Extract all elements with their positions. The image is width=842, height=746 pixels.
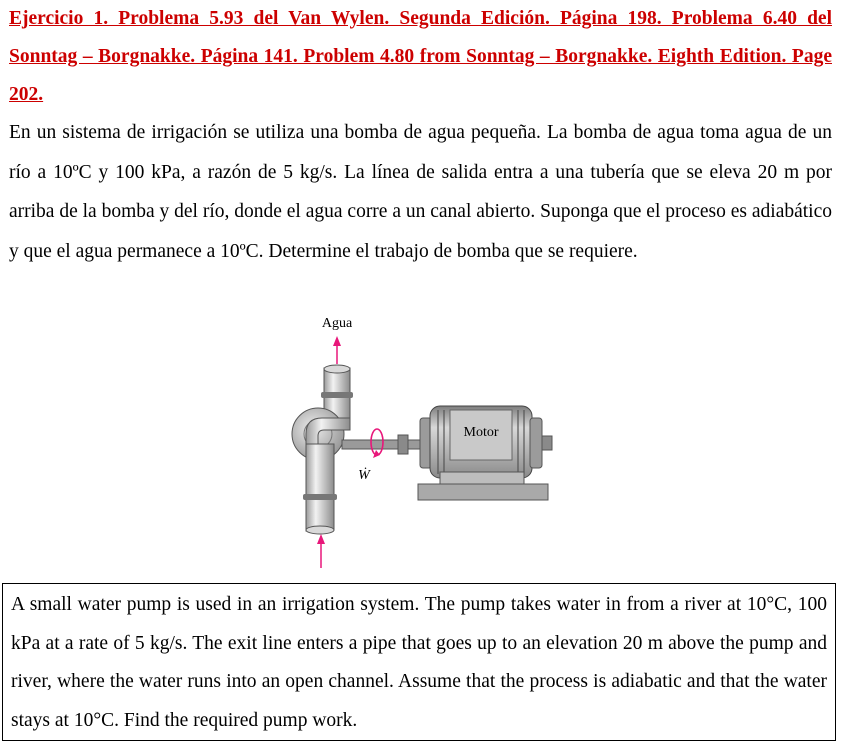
- pump-diagram: [280, 306, 580, 574]
- problem-statement-es: En un sistema de irrigación se utiliza una bomba de agua pequeña. La bomba de agua toma agua de un río a 10ºC y 100 kPa, a razón de 5 kg/s. La línea de salida entra a una tubería que se eleva 20 m por arriba de la bomba y del río, donde el agua corre a un canal abierto. Suponga que el proceso es adiabático y que el agua permanece a 10ºC. Determine el trabajo de bomba que se requiere.: [9, 122, 832, 262]
- inlet-flange: [303, 494, 337, 500]
- shaft-coupling: [398, 435, 408, 454]
- inlet-pipe-end: [306, 526, 334, 534]
- motor-label: Motor: [463, 425, 499, 440]
- motor-rear-hub: [542, 436, 552, 450]
- inlet-pipe: [306, 444, 334, 530]
- motor-foot: [440, 472, 524, 484]
- motor-base-plate: [418, 484, 548, 500]
- inlet-arrow-head: [317, 534, 325, 544]
- english-statement-box: [2, 583, 836, 741]
- outlet-pipe-end: [324, 365, 350, 373]
- exercise-heading: Ejercicio 1. Problema 5.93 del Van Wylen. Segunda Edición. Página 198. Problema 6.40 del Sonntag – Borgnakke. Página 141. Problem 4.80 from Sonntag – Borgnakke. Eighth Edition. Page 202.: [9, 8, 832, 105]
- outlet-flange: [321, 392, 353, 398]
- water-label: Agua: [321, 316, 353, 331]
- work-label: Ẇ: [358, 468, 370, 483]
- outlet-arrow-head: [333, 336, 341, 346]
- pump-motor-figure: [280, 306, 580, 574]
- problem-statement-en: A small water pump is used in an irrigation system. The pump takes water in from a river at 10°C, 100 kPa at a rate of 5 kg/s. The exit line enters a pipe that goes up to an elevation 20 m above the pump and river, where the water runs into an open channel. Assume that the process is adiabatic and that the water stays at 10°C. Find the required pump work.: [11, 594, 827, 731]
- motor-end-cap-right: [530, 418, 542, 468]
